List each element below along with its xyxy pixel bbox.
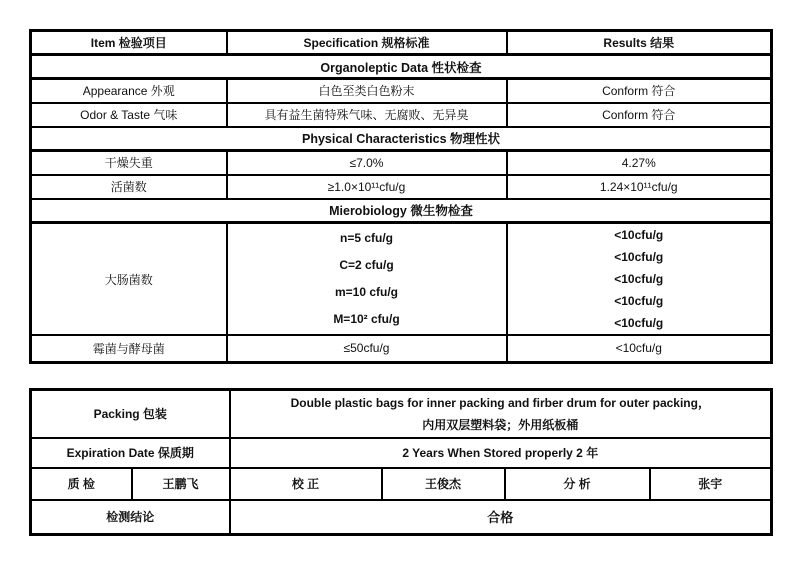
odor-result-cell: Conform 符合 — [507, 103, 772, 127]
section-row-organoleptic — [31, 55, 772, 79]
packing-signature-table — [29, 388, 773, 536]
analysis-label-cell: 分 析 — [505, 468, 650, 500]
coliform-result-line: <10cfu/g — [614, 250, 664, 264]
table-row-signatures — [31, 468, 772, 500]
inspection-results-table — [29, 29, 773, 364]
col-header-item: Item 检验项目 — [31, 31, 227, 55]
viable-spec-cell: ≥1.0×10¹¹cfu/g — [227, 175, 507, 199]
coliform-spec-cell — [227, 223, 507, 336]
table-row-packing — [31, 390, 772, 438]
proofread-label-cell: 校 正 — [230, 468, 382, 500]
section-title-organoleptic: Organoleptic Data 性状检查 — [31, 55, 772, 79]
appearance-item-cell: Appearance 外观 — [31, 79, 227, 103]
coliform-result-line: <10cfu/g — [614, 316, 664, 330]
packing-value-cell — [230, 390, 772, 438]
table-row-loss-on-drying — [31, 151, 772, 175]
qc-name-cell: 王鹏飞 — [132, 468, 230, 500]
conclusion-label-cell: 检测结论 — [31, 500, 230, 535]
conclusion-value-cell: 合格 — [230, 500, 772, 535]
col-header-results: Results 结果 — [507, 31, 772, 55]
table-row-coliform — [31, 223, 772, 336]
table-row-expiration — [31, 438, 772, 468]
viable-item-cell: 活菌数 — [31, 175, 227, 199]
table-row-conclusion — [31, 500, 772, 535]
table-row-viable-count — [31, 175, 772, 199]
coliform-item-cell: 大肠菌数 — [31, 223, 227, 336]
packing-value-line2: 内用双层塑料袋；外用纸板桶 — [422, 417, 579, 432]
coliform-spec-line: M=10² cfu/g — [333, 312, 400, 326]
odor-item-cell: Odor & Taste 气味 — [31, 103, 227, 127]
odor-spec-cell: 具有益生菌特殊气味、无腐败、无异臭 — [227, 103, 507, 127]
packing-value-line1: Double plastic bags for inner packing and firber drum for outer packing， — [290, 395, 710, 410]
appearance-spec-cell: 白色至类白色粉末 — [227, 79, 507, 103]
appearance-result-cell: Conform 符合 — [507, 79, 772, 103]
mold-item-cell: 霉菌与酵母菌 — [31, 335, 227, 362]
mold-result-cell: <10cfu/g — [507, 335, 772, 362]
packing-label-cell: Packing 包装 — [31, 390, 230, 438]
section-title-physical: Physical Characteristics 物理性状 — [31, 127, 772, 151]
table-row-odor-taste — [31, 103, 772, 127]
section-row-microbiology — [31, 199, 772, 223]
section-row-physical — [31, 127, 772, 151]
table-row-mold-yeast — [31, 335, 772, 362]
loss-item-cell: 干燥失重 — [31, 151, 227, 175]
coliform-result-line: <10cfu/g — [614, 228, 664, 242]
table-header-row — [31, 31, 772, 55]
coliform-spec-line: m=10 cfu/g — [334, 285, 399, 299]
coliform-spec-line: n=5 cfu/g — [339, 231, 393, 245]
coliform-spec-line: C=2 cfu/g — [339, 258, 394, 272]
mold-spec-cell: ≤50cfu/g — [227, 335, 507, 362]
qc-label-cell: 质 检 — [31, 468, 132, 500]
loss-spec-cell: ≤7.0% — [227, 151, 507, 175]
analysis-name-cell: 张宇 — [650, 468, 772, 500]
col-header-specification: Specification 规格标准 — [227, 31, 507, 55]
table-row-appearance — [31, 79, 772, 103]
expiration-value-cell: 2 Years When Stored properly 2 年 — [230, 438, 772, 468]
loss-result-cell: 4.27% — [507, 151, 772, 175]
expiration-label-cell: Expiration Date 保质期 — [31, 438, 230, 468]
proofread-name-cell: 王俊杰 — [382, 468, 505, 500]
coliform-result-cell — [507, 223, 772, 336]
section-title-microbiology: Mierobiology 微生物检查 — [31, 199, 772, 223]
viable-result-cell: 1.24×10¹¹cfu/g — [507, 175, 772, 199]
coliform-result-line: <10cfu/g — [614, 272, 664, 286]
coliform-result-line: <10cfu/g — [614, 294, 664, 308]
